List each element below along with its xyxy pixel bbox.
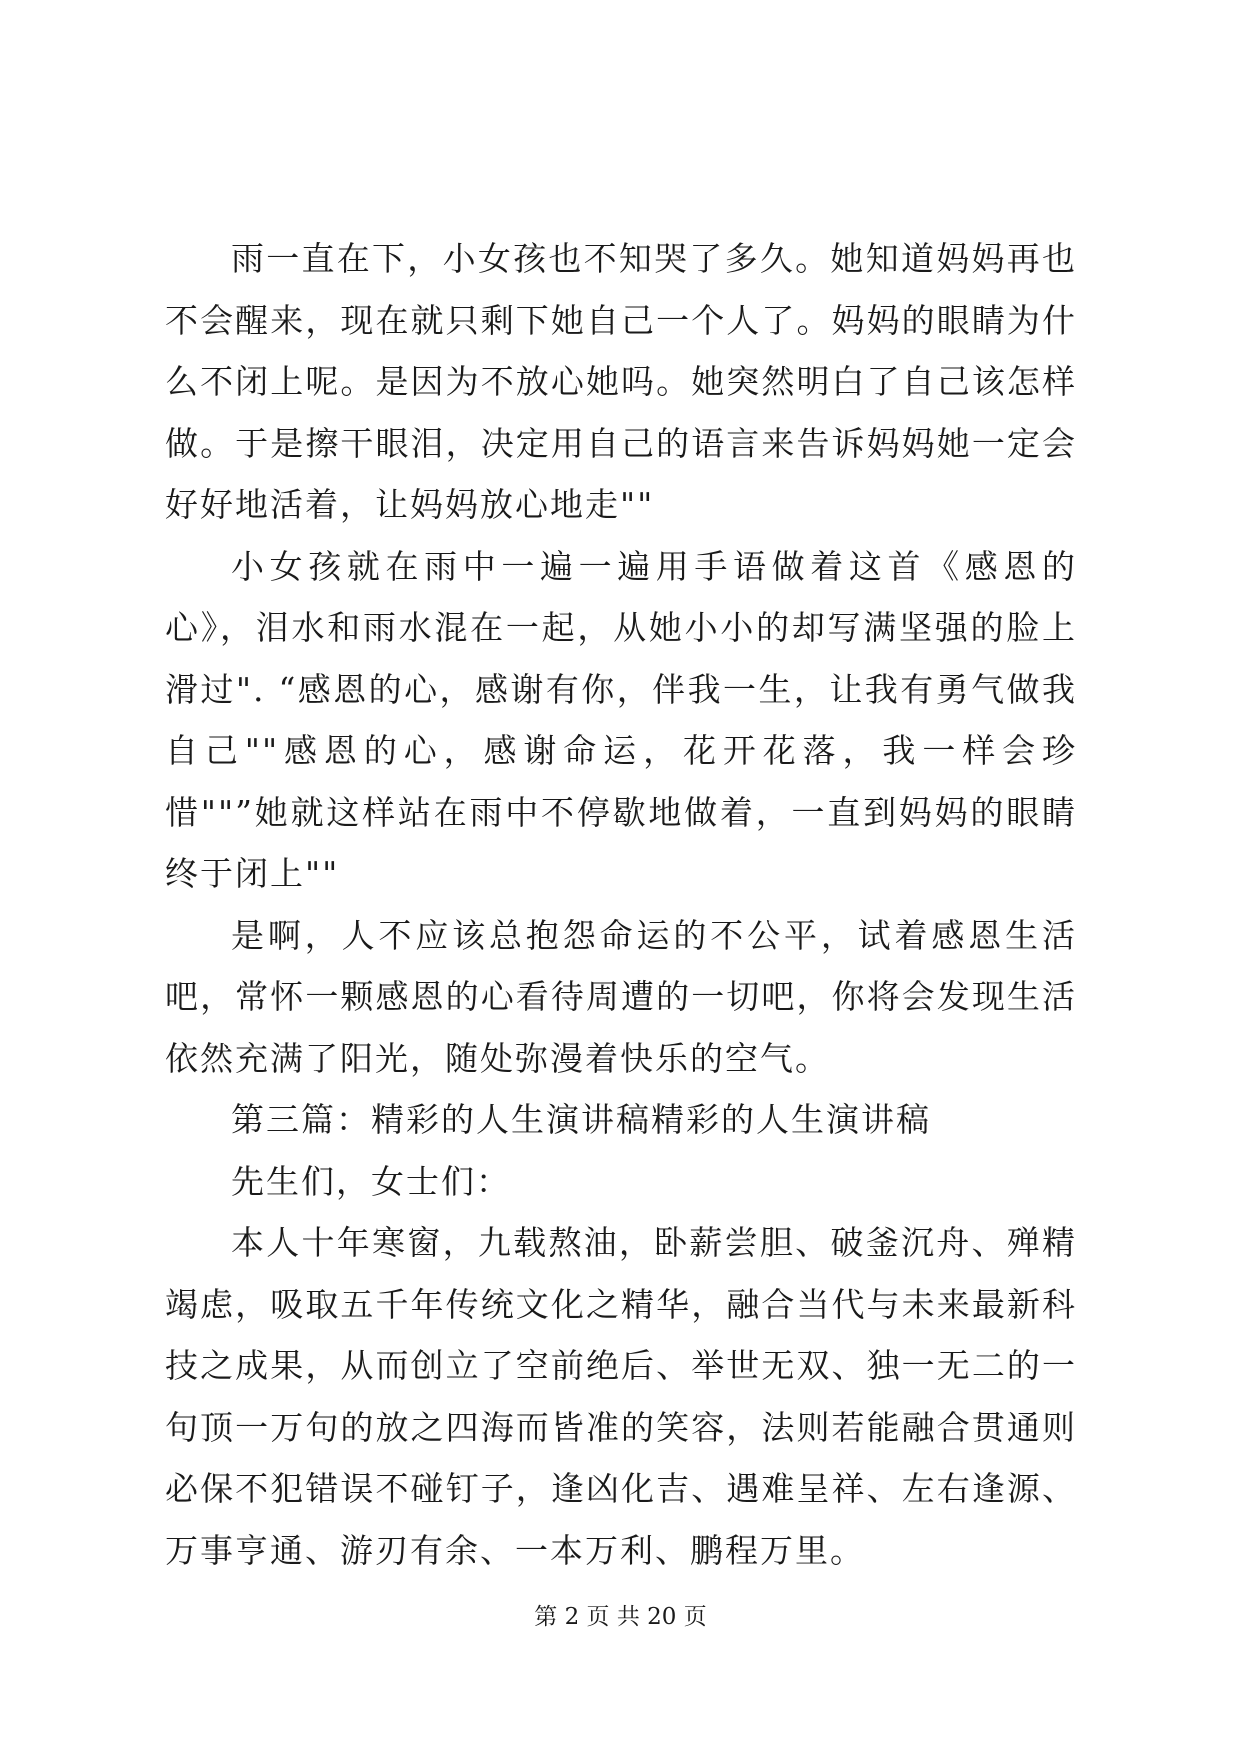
page-number-footer: 第 2 页 共 20 页 bbox=[534, 1604, 707, 1630]
paragraph-speech-body: 本人十年寒窗，九载熬油，卧薪尝胆、破釜沉舟、殚精竭虑，吸取五千年传统文化之精华，融合当代与未来最新科技之成果，从而创立了空前绝后、举世无双、独一无二的一句顶一万句的放之四海而皆准的笑容，法则若能融合贯通则必保不犯错误不碰钉子，逢凶化吉、遇难呈祥、左右逢源、万事亨通、游刃有余、一本万利、鹏程万里。 bbox=[165, 1223, 1077, 1570]
speech-greeting: 先生们，女士们： bbox=[231, 1161, 511, 1201]
paragraph-rain: 雨一直在下，小女孩也不知哭了多久。她知道妈妈再也不会醒来，现在就只剩下她自己一个人了。妈妈的眼睛为什么不闭上呢。是因为不放心她吗。她突然明白了自己该怎样做。于是擦干眼泪，决定用自己的语言来告诉妈妈她一定会好好地活着，让妈妈放心地走"" bbox=[165, 239, 1077, 524]
paragraph-sign-language: 小女孩就在雨中一遍一遍用手语做着这首《感恩的心》，泪水和雨水混在一起，从她小小的却写满坚强的脸上滑过". “感恩的心，感谢有你，伴我一生，让我有勇气做我自己""感恩的心，感谢命运，花开花落，我一样会珍惜""”她就这样站在雨中不停歇地做着，一直到妈妈的眼睛终于闭上"" bbox=[165, 546, 1077, 893]
document-body bbox=[165, 228, 1077, 1581]
section-title: 第三篇：精彩的人生演讲稿精彩的人生演讲稿 bbox=[231, 1100, 931, 1139]
paragraph-gratitude: 是啊，人不应该总抱怨命运的不公平，试着感恩生活吧，常怀一颗感恩的心看待周遭的一切吧，你将会发现生活依然充满了阳光，随处弥漫着快乐的空气。 bbox=[165, 915, 1077, 1078]
